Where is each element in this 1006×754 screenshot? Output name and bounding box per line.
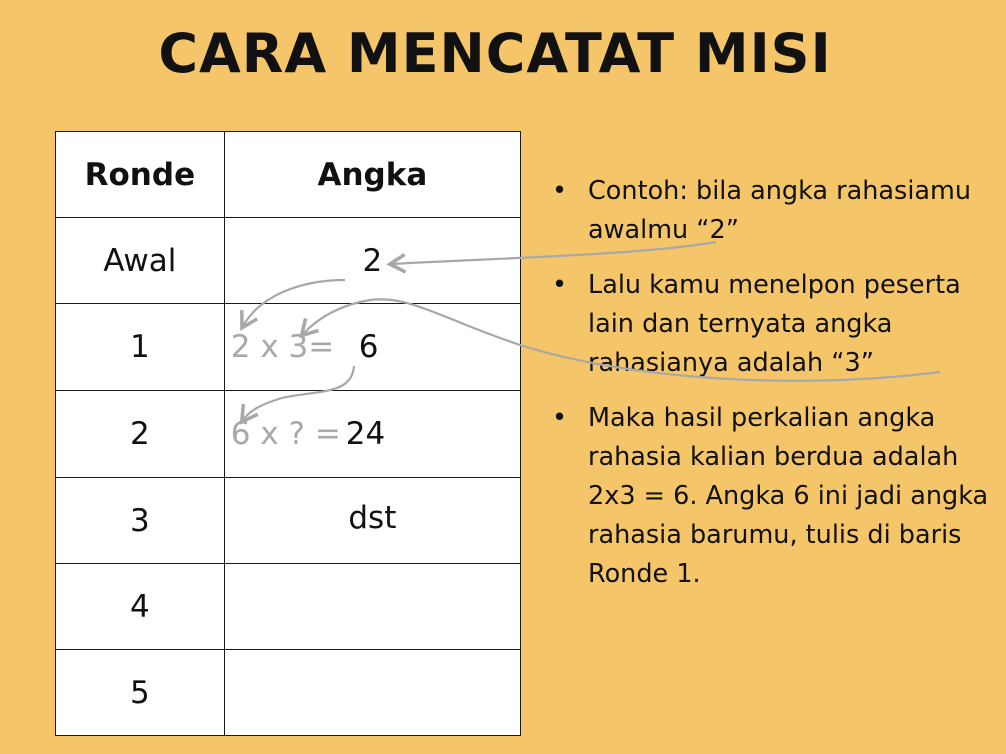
table-header-row: [56, 132, 521, 218]
angka-cell: 2: [224, 218, 520, 304]
angka-cell: dst: [224, 478, 520, 564]
page-title: CARA MENCATAT MISI: [158, 22, 832, 85]
bullet-icon: •: [552, 403, 568, 433]
note-text: Lalu kamu menelpon peserta lain dan ternyata angka rahasianya adalah “3”: [588, 270, 961, 378]
angka-cell: [224, 564, 520, 650]
table-row: [56, 218, 521, 304]
table-row: [56, 304, 521, 391]
ronde-cell: 4: [56, 564, 225, 650]
angka-cell: [224, 304, 520, 391]
bullet-icon: •: [552, 176, 568, 206]
ronde-cell: 3: [56, 478, 225, 564]
calculation-text: 2 x 3=: [230, 329, 335, 365]
ronde-cell: 2: [56, 391, 225, 478]
instruction-list: [548, 172, 998, 610]
table-row: [56, 478, 521, 564]
calculation-result: 6: [358, 329, 379, 365]
header-angka: Angka: [224, 132, 520, 218]
angka-cell: [224, 650, 520, 736]
table-row: [56, 391, 521, 478]
header-ronde: Ronde: [56, 132, 225, 218]
mission-table: [55, 131, 521, 736]
ronde-cell: 1: [56, 304, 225, 391]
table-row: [56, 564, 521, 650]
list-item: [548, 172, 998, 250]
ronde-cell: 5: [56, 650, 225, 736]
calculation-text: 6 x ? =: [230, 416, 341, 452]
list-item: [548, 266, 998, 383]
ronde-cell: Awal: [56, 218, 225, 304]
calculation-result: 24: [345, 416, 386, 452]
list-item: [548, 399, 998, 594]
table-row: [56, 650, 521, 736]
note-text: Maka hasil perkalian angka rahasia kalian berdua adalah 2x3 = 6. Angka 6 ini jadi angka rahasia barumu, tulis di baris Ronde 1.: [588, 403, 989, 589]
note-text: Contoh: bila angka rahasiamu awalmu “2”: [588, 176, 972, 245]
angka-cell: [224, 391, 520, 478]
bullet-icon: •: [552, 270, 568, 300]
